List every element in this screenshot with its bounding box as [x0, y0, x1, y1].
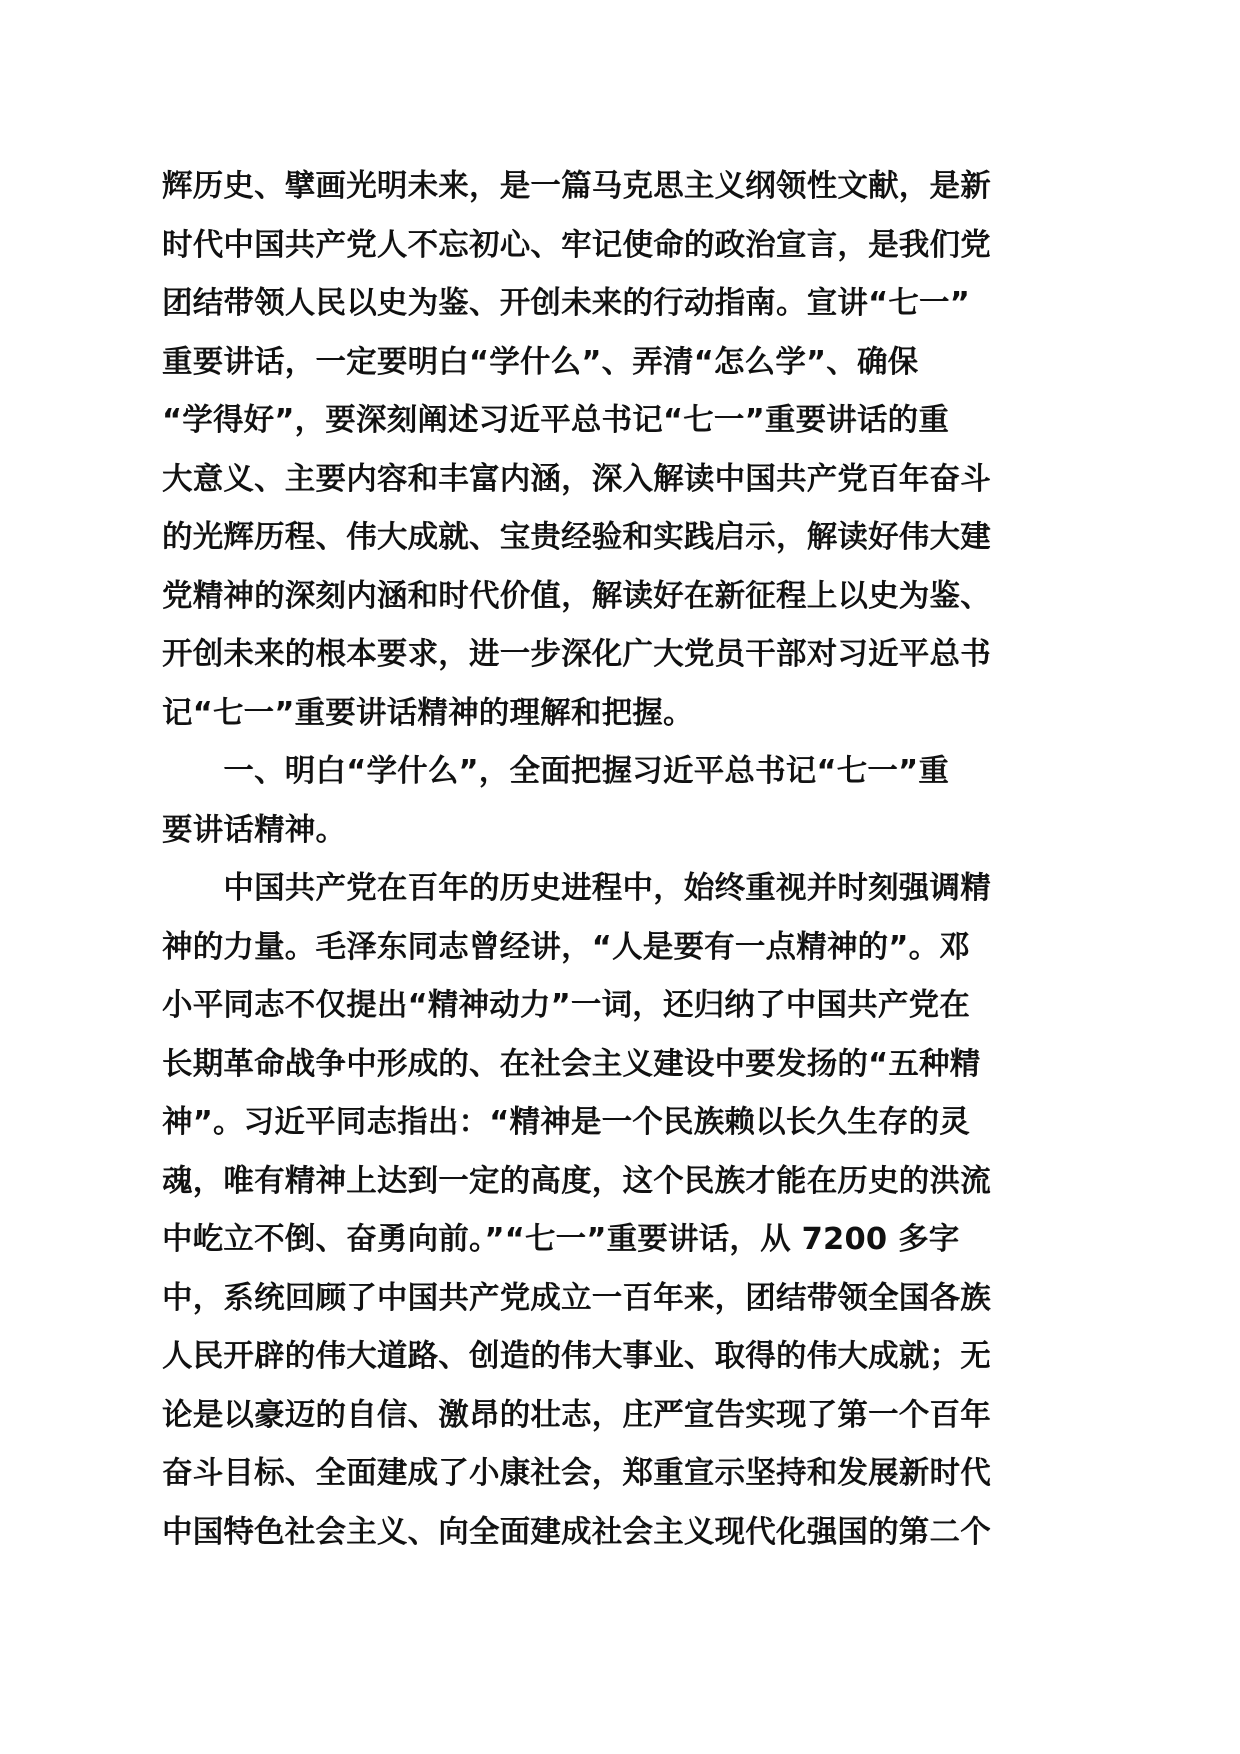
section-heading-line: 要讲话精神。	[162, 812, 347, 848]
text-line: 小平同志不仅提出“精神动力”一词，还归纳了中国共产党在	[162, 988, 970, 1023]
text-line: 人民开辟的伟大道路、创造的伟大事业、取得的伟大成就；无	[162, 1339, 991, 1374]
text-line: 记“七一”重要讲话精神的理解和把握。	[162, 695, 694, 731]
text-line: 中屹立不倒、奋勇向前。”“七一”重要讲话，从 7200 多字	[162, 1222, 960, 1257]
text-line: 重要讲话，一定要明白“学什么”、弄清“怎么学”、确保	[162, 344, 919, 380]
text-line: 中，系统回顾了中国共产党成立一百年来，团结带领全国各族	[162, 1280, 991, 1316]
text-line: 神”。习近平同志指出：“精神是一个民族赖以长久生存的灵	[162, 1105, 970, 1140]
text-line: 奋斗目标、全面建成了小康社会，郑重宣示坚持和发展新时代	[162, 1456, 991, 1491]
text-line: 论是以豪迈的自信、激昂的壮志，庄严宣告实现了第一个百年	[162, 1397, 991, 1433]
text-line: 魂，唯有精神上达到一定的高度，这个民族才能在历史的洪流	[162, 1163, 991, 1199]
text-line: 长期革命战争中形成的、在社会主义建设中要发扬的“五种精	[162, 1046, 981, 1082]
text-line: 辉历史、擘画光明未来，是一篇马克思主义纲领性文献，是新	[162, 169, 991, 204]
text-line: 神的力量。毛泽东同志曾经讲，“人是要有一点精神的”。邓	[162, 929, 970, 965]
text-line: 团结带领人民以史为鉴、开创未来的行动指南。宣讲“七一”	[162, 286, 970, 321]
text-line: 的光辉历程、伟大成就、宝贵经验和实践启示，解读好伟大建	[162, 520, 991, 555]
text-line: 大意义、主要内容和丰富内涵，深入解读中国共产党百年奋斗	[162, 461, 991, 497]
body-text	[162, 158, 1067, 1562]
text-line: “学得好”，要深刻阐述习近平总书记“七一”重要讲话的重	[162, 403, 950, 438]
text-line: 时代中国共产党人不忘初心、牢记使命的政治宣言，是我们党	[162, 227, 991, 263]
text-line: 中国共产党在百年的历史进程中，始终重视并时刻强调精	[162, 871, 991, 906]
text-line: 党精神的深刻内涵和时代价值，解读好在新征程上以史为鉴、	[162, 578, 991, 614]
text-line: 开创未来的根本要求，进一步深化广大党员干部对习近平总书	[162, 637, 991, 672]
section-heading-line: 一、明白“学什么”，全面把握习近平总书记“七一”重	[162, 754, 950, 789]
text-line: 中国特色社会主义、向全面建成社会主义现代化强国的第二个	[162, 1514, 991, 1550]
